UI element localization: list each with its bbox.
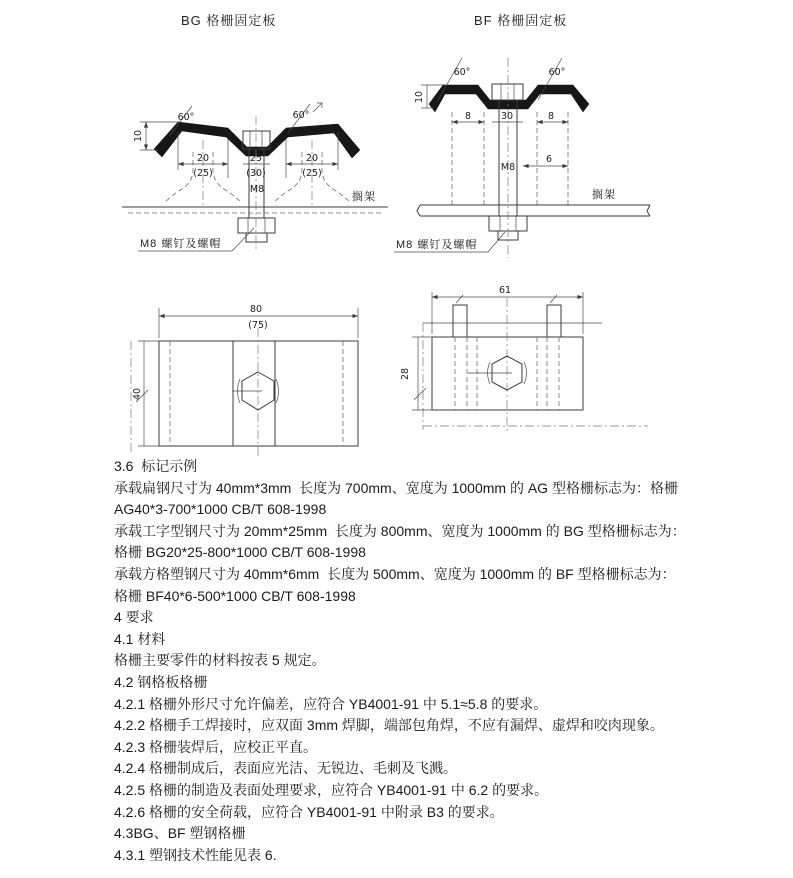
- bf-angle-right-label: 60°: [548, 67, 566, 78]
- bf-dim-side: 6: [545, 154, 553, 165]
- bg-shelf-label: 搁架: [352, 191, 376, 203]
- doc-line: 承载工字型钢尺寸为 20mm*25mm 长度为 800mm、宽度为 1000mm 的 BG 型格栅标志为：: [114, 522, 686, 539]
- doc-line: 4.2.3 格栅装焊后，应校正平直。: [114, 738, 318, 755]
- bf-dim-mid: 30: [500, 111, 514, 122]
- bf-shelf-line: [417, 205, 650, 216]
- bf-section-view: [394, 58, 650, 258]
- doc-line: 4.2.2 格栅手工焊接时，应双面 3mm 焊脚，端部包角焊，不应有漏焊、虚焊和咬肉现象。: [114, 717, 664, 734]
- bg-plate-plan-view: [131, 304, 358, 458]
- bg-plate-height-dim: 40: [132, 387, 143, 401]
- bg-drawing-title: BG 格栅固定板: [181, 13, 277, 28]
- document-text-block: [114, 456, 734, 866]
- doc-line-heading-4: 4 要求: [114, 609, 154, 626]
- bg-plate-width-alt-dim: (75): [248, 320, 268, 331]
- doc-line: 4.2.6 格栅的安全荷载，应符合 YB4001-91 中附录 B3 的要求。: [114, 803, 504, 820]
- bg-dim-left-alt: (25): [193, 168, 213, 179]
- doc-line-heading-4-1: 4.1 材料: [114, 630, 166, 647]
- doc-line: 承载方格塑钢尺寸为 40mm*6mm 长度为 500mm、宽度为 1000mm 的 BF 型格栅标志为：: [114, 565, 676, 582]
- doc-line: 4.3.1 塑钢技术性能见表 6.: [114, 846, 277, 863]
- bg-angle-left-label: 60°: [177, 112, 195, 123]
- doc-line: 格栅主要零件的材料按表 5 规定。: [114, 652, 326, 669]
- doc-line: 4.2.1 格栅外形尺寸允许偏差，应符合 YB4001-91 中 5.1≈5.8 的要求。: [114, 695, 548, 712]
- bg-bolt-head: [243, 131, 270, 149]
- bf-dim-right: 8: [547, 111, 555, 122]
- doc-line: 格栅 BG20*25-800*1000 CB/T 608-1998: [114, 544, 366, 561]
- bg-bolt-label: M8: [249, 184, 265, 195]
- doc-line-heading-4-3: 4.3BG、BF 塑钢格栅: [114, 825, 246, 842]
- bg-dim-left: 20: [196, 153, 210, 164]
- bf-plate-width-dim: 61: [498, 285, 512, 296]
- bg-dim-mid-alt: (30): [246, 168, 266, 179]
- bg-section-view: [122, 103, 388, 252]
- bf-plate-plan-view: [400, 285, 648, 432]
- bf-fastener-label: M8 螺钉及螺帽: [396, 239, 478, 251]
- bg-dim-mid: 25: [249, 153, 263, 164]
- bg-nut: [238, 218, 275, 233]
- bg-plate-width-dim: 80: [249, 304, 263, 315]
- doc-line: 4.2.4 格栅制成后，表面应光洁、无锐边、毛刺及飞溅。: [114, 760, 458, 777]
- bf-dim-left: 8: [464, 111, 472, 122]
- bf-bolt-head: [492, 84, 523, 100]
- bf-drawing-title: BF 格栅固定板: [474, 13, 568, 28]
- bg-dim-right: 20: [305, 153, 319, 164]
- bf-dim-10: 10: [414, 90, 425, 104]
- bf-bent-plate: [429, 85, 589, 112]
- bg-weld-mark-icon: [313, 103, 322, 112]
- doc-line: 格栅 BF40*6-500*1000 CB/T 608-1998: [114, 587, 356, 604]
- bg-dim-10: 10: [133, 129, 144, 143]
- bf-shelf-label: 搁架: [592, 189, 616, 201]
- doc-line-heading-4-2: 4.2 钢格板格栅: [114, 673, 208, 690]
- doc-line-heading-3-6: 3.6 标记示例: [114, 458, 198, 474]
- doc-line: 承载扁钢尺寸为 40mm*3mm 长度为 700mm、宽度为 1000mm 的 AG 型格栅标志为：格栅: [114, 479, 678, 496]
- bg-plate-outline: [159, 341, 358, 446]
- doc-line: AG40*3-700*1000 CB/T 608-1998: [114, 501, 327, 518]
- bf-plate-height-dim: 28: [400, 367, 411, 381]
- bg-fastener-label: M8 螺钉及螺帽: [140, 238, 222, 250]
- bf-bolt-label: M8: [500, 162, 516, 173]
- bf-angle-left-label: 60°: [453, 67, 471, 78]
- bg-angle-right-label: 60°: [292, 110, 310, 121]
- bg-dim-right-alt: (25): [302, 168, 322, 179]
- doc-line: 4.2.5 格栅的制造及表面处理要求，应符合 YB4001-91 中 6.2 的要求。: [114, 781, 549, 798]
